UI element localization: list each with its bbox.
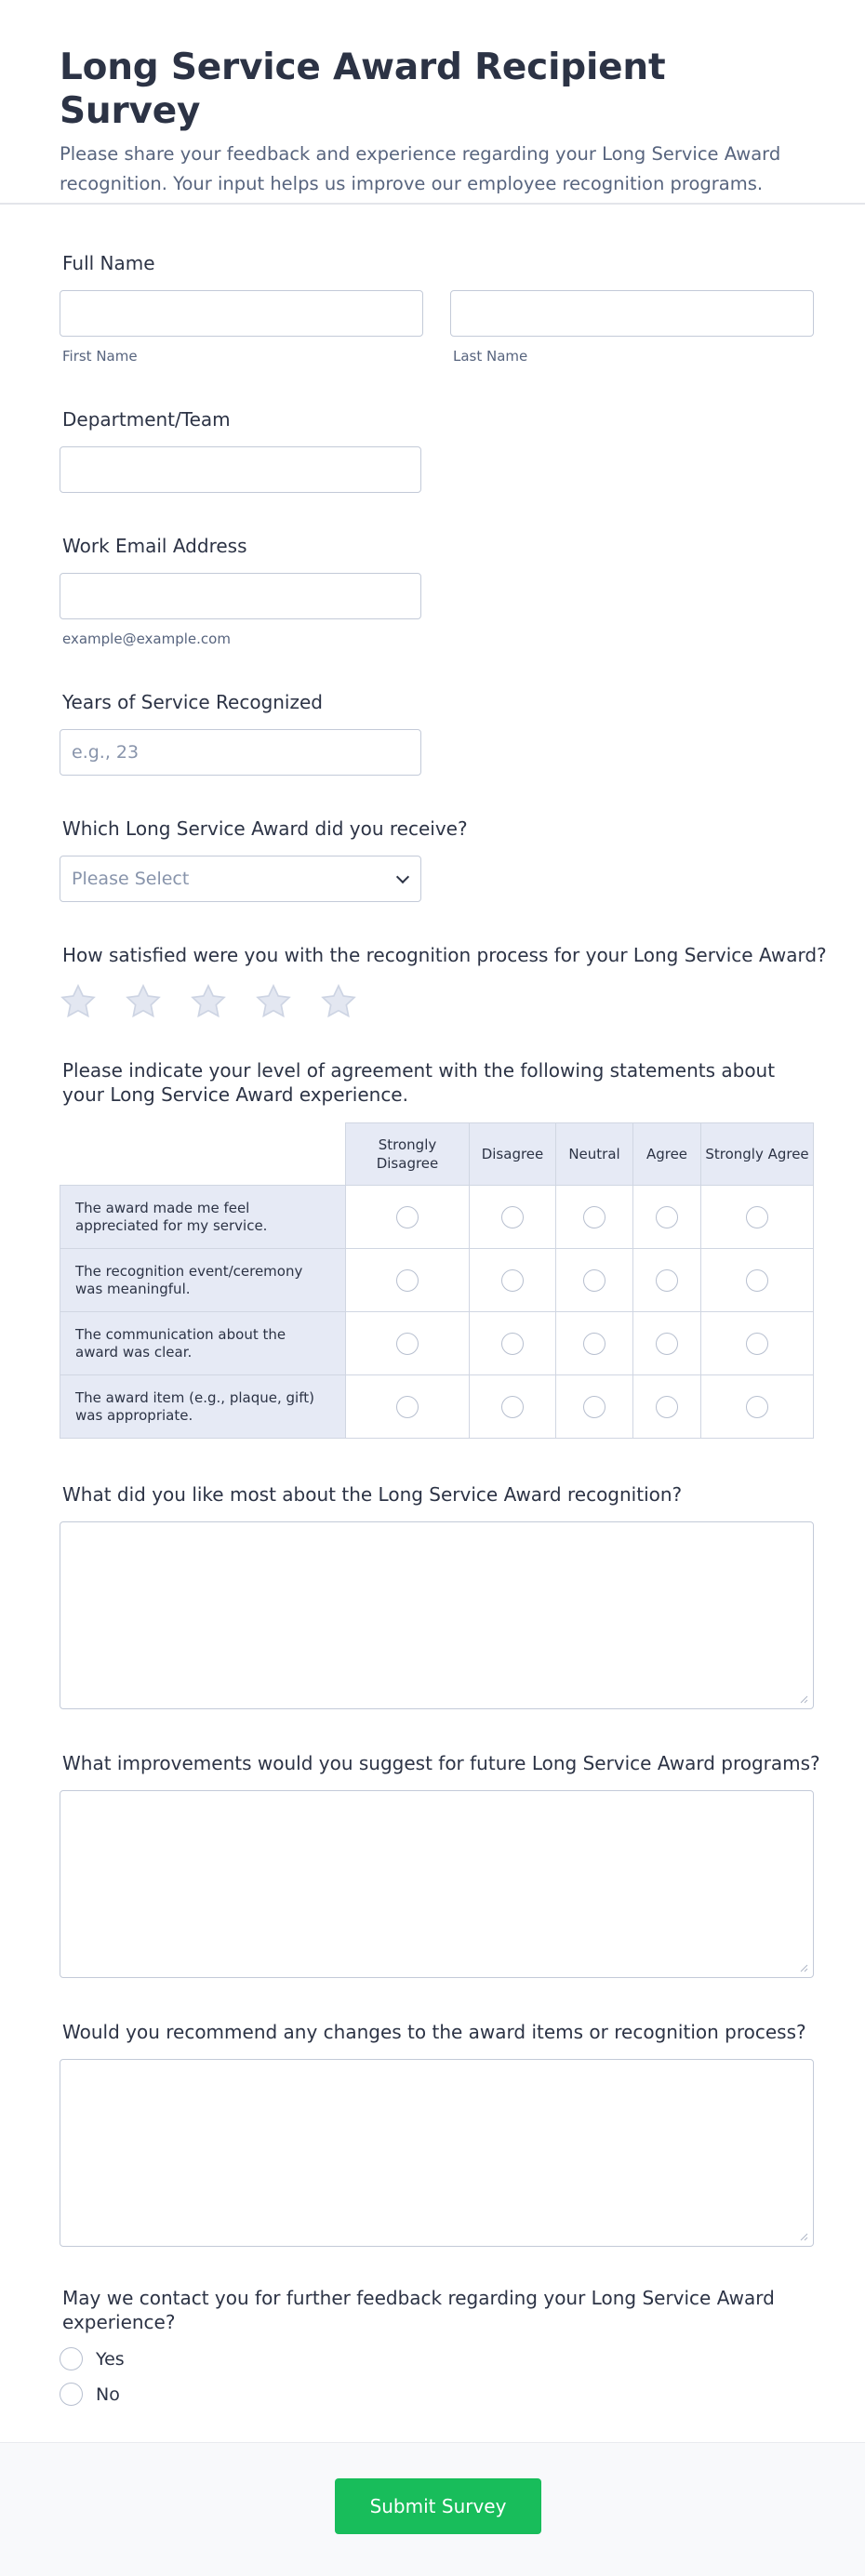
matrix-radio[interactable] [501,1333,524,1355]
department-input[interactable] [60,446,421,493]
matrix-radio[interactable] [583,1396,606,1418]
satisfaction-field [60,943,827,967]
form-header [0,0,865,205]
changes-label: Would you recommend any changes to the award items or recognition process? [62,2021,806,2043]
matrix-radio[interactable] [583,1206,606,1228]
contact-field [60,2286,814,2406]
agreement-matrix [60,1122,814,1439]
contact-option-yes[interactable] [60,2347,814,2370]
matrix-column-header: Disagree [470,1122,556,1186]
matrix-column-header: Strongly Disagree [346,1122,470,1186]
matrix-label: Please indicate your level of agreement with the following statements about your Long Service Award experience. [62,1059,776,1106]
resize-handle-icon[interactable] [800,1695,808,1704]
matrix-field [60,1058,814,1107]
matrix-radio[interactable] [396,1206,419,1228]
department-field [60,407,421,493]
matrix-radio[interactable] [583,1333,606,1355]
matrix-corner [60,1122,346,1186]
matrix-radio[interactable] [746,1269,768,1292]
award-field [60,817,468,902]
matrix-radio[interactable] [746,1396,768,1418]
matrix-radio[interactable] [656,1206,678,1228]
liked-most-field [60,1482,814,1709]
first-name-input[interactable] [60,290,423,337]
matrix-column-header: Neutral [556,1122,633,1186]
matrix-radio[interactable] [501,1206,524,1228]
matrix-radio[interactable] [396,1396,419,1418]
star-icon[interactable] [125,983,162,1020]
matrix-row-label: The award item (e.g., plaque, gift) was appropriate. [60,1375,346,1439]
years-label: Years of Service Recognized [62,691,323,713]
satisfaction-label: How satisfied were you with the recognition process for your Long Service Award? [62,944,827,966]
matrix-column-header: Strongly Agree [701,1122,814,1186]
page-subtitle: Please share your feedback and experience regarding your Long Service Award recognition. Your input helps us improve our employee recognition programs. [60,142,781,194]
resize-handle-icon[interactable] [800,1964,808,1972]
email-field [60,534,421,647]
chevron-down-icon [396,870,409,883]
matrix-radio[interactable] [501,1269,524,1292]
matrix-row [60,1249,814,1312]
liked-most-textarea[interactable] [60,1521,814,1709]
matrix-column-header: Agree [633,1122,701,1186]
matrix-row-label: The recognition event/ceremony was meaningful. [60,1249,346,1312]
star-icon[interactable] [60,983,97,1020]
star-icon[interactable] [190,983,227,1020]
matrix-row [60,1312,814,1375]
page-title: Long Service Award Recipient Survey [60,46,666,132]
changes-field [60,2020,814,2247]
improvements-textarea[interactable] [60,1790,814,1978]
submit-button[interactable]: Submit Survey [335,2478,541,2534]
improvements-label: What improvements would you suggest for future Long Service Award programs? [62,1752,820,1774]
contact-option-no[interactable] [60,2383,814,2406]
first-name-sublabel: First Name [62,348,138,365]
star-rating [60,983,357,1020]
form-footer [0,2442,865,2576]
last-name-group [450,290,814,365]
full-name-field [60,251,155,275]
matrix-radio[interactable] [656,1396,678,1418]
email-label: Work Email Address [62,535,247,557]
contact-option-label: Yes [96,2348,125,2370]
matrix-radio[interactable] [396,1333,419,1355]
email-sublabel: example@example.com [62,631,231,647]
years-input[interactable]: e.g., 23 [60,729,421,776]
matrix-radio[interactable] [656,1269,678,1292]
award-select-value: Please Select [72,869,190,889]
award-select[interactable] [60,856,421,902]
matrix-row-label: The award made me feel appreciated for my service. [60,1186,346,1249]
first-name-group [60,290,423,365]
changes-textarea[interactable] [60,2059,814,2247]
contact-label: May we contact you for further feedback regarding your Long Service Award experience? [62,2287,775,2333]
matrix-radio[interactable] [396,1269,419,1292]
matrix-radio[interactable] [501,1396,524,1418]
liked-most-label: What did you like most about the Long Service Award recognition? [62,1483,683,1506]
matrix-row [60,1375,814,1439]
star-icon[interactable] [320,983,357,1020]
improvements-field [60,1751,820,1978]
resize-handle-icon[interactable] [800,2233,808,2241]
matrix-radio[interactable] [583,1269,606,1292]
star-icon[interactable] [255,983,292,1020]
award-label: Which Long Service Award did you receive? [62,817,468,840]
department-label: Department/Team [62,408,231,431]
last-name-sublabel: Last Name [453,348,528,365]
contact-radio-yes[interactable] [60,2347,83,2370]
full-name-label: Full Name [62,252,155,274]
last-name-input[interactable] [450,290,814,337]
contact-radio-no[interactable] [60,2383,83,2406]
contact-option-label: No [96,2383,120,2405]
matrix-row [60,1186,814,1249]
email-input[interactable] [60,573,421,619]
matrix-radio[interactable] [746,1333,768,1355]
matrix-row-label: The communication about the award was clear. [60,1312,346,1375]
matrix-radio[interactable] [746,1206,768,1228]
years-field [60,690,421,776]
matrix-radio[interactable] [656,1333,678,1355]
